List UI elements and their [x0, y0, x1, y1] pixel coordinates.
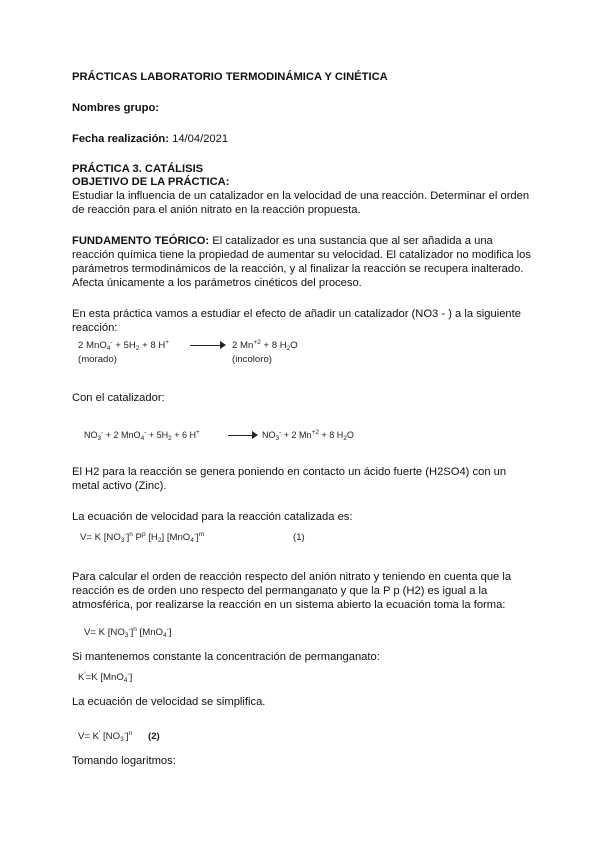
- intro-line-2: reacción:: [72, 322, 118, 334]
- order-line-2: reacción es de orden uno respecto del permanganato y que la P p (H2) es igual a la: [72, 585, 488, 597]
- practice-heading: PRÁCTICA 3. CATÁLISIS: [72, 163, 204, 175]
- order-line-1: Para calcular el orden de reacción respecto del anión nitrato y teniendo en cuenta que la: [72, 571, 512, 583]
- theory-heading: FUNDAMENTO TEÓRICO:: [72, 235, 210, 247]
- theory-text-1: El catalizador es una sustancia que al ser añadida a una: [209, 235, 493, 247]
- rate-equation-4: V= K' $[NO_3^-]^n$: [78, 730, 133, 743]
- reaction-1-products: 2 $Mn^{+2} + 8$ $H_2O$: [232, 339, 298, 352]
- rate-equation-2: V= K $[NO_3^-]^n$ [MnO$_4$-]: [84, 626, 172, 639]
- reaction-1-arrow: [190, 340, 226, 351]
- reaction-1-label-right: (incoloro): [232, 354, 272, 365]
- reaction-arrow-icon: [228, 431, 258, 439]
- constant-line: Si mantenemos constante la concentración de permanganato:: [72, 651, 380, 663]
- equation-1-number: (1): [293, 532, 305, 543]
- rate-equation-3: K'=K [MnO$_4$-]: [78, 671, 133, 684]
- equation-4-number: (2): [148, 731, 160, 742]
- catalyst-intro: Con el catalizador:: [72, 392, 165, 404]
- date-line: [72, 132, 228, 146]
- h2-line-2: metal activo (Zinc).: [72, 480, 167, 492]
- rate-equation-1: V= K $[NO_3^-]^n$ $P^p$ $[H_2]$ $[MnO_4^-]^m$: [80, 531, 205, 544]
- rate-intro: La ecuación de velocidad para la reacción catalizada es:: [72, 511, 353, 523]
- objective-line-1: Estudiar la influencia de un catalizador en la velocidad de una reacción. Determinar el orden: [72, 190, 530, 202]
- simplify-line: La ecuación de velocidad se simplifica.: [72, 696, 266, 708]
- reaction-1-reactants: 2 $MnO_4^- + 5H_2 + 8$ H+: [78, 339, 170, 352]
- objective-heading: OBJETIVO DE LA PRÁCTICA:: [72, 176, 230, 188]
- date-label: Fecha realización:: [72, 133, 169, 145]
- objective-line-2: de reacción para el anión nitrato en la reacción propuesta.: [72, 204, 361, 216]
- theory-line-4: Afecta únicamente a los parámetros cinéticos del proceso.: [72, 277, 362, 289]
- intro-line-1: En esta práctica vamos a estudiar el efecto de añadir un catalizador (NO3 - ) a la siguiente: [72, 308, 521, 320]
- h2-line-1: El H2 para la reacción se genera poniendo en contacto un ácido fuerte (H2SO4) con un: [72, 466, 507, 478]
- theory-line-1: [72, 234, 493, 248]
- group-names-label: Nombres grupo:: [72, 102, 160, 114]
- reaction-2-products: $NO_3^- + 2$ $Mn^{+2} + 8$ $H_2O$: [262, 429, 354, 442]
- reaction-2-arrow: [228, 430, 258, 441]
- reaction-arrow-icon: [190, 341, 226, 349]
- log-line: Tomando logaritmos:: [72, 755, 176, 767]
- theory-line-3: parámetros termodinámicos de la reacción, y al finalizar la reacción se recupera inalterado.: [72, 263, 524, 275]
- theory-line-2: reacción química tiene la propiedad de aumentar su velocidad. El catalizador no modifica los: [72, 249, 531, 261]
- reaction-2-reactants: $NO_3^- + 2$ $MnO_4^- + 5H_2 + 6$ H+: [84, 429, 200, 442]
- reaction-1-label-left: (morado): [78, 354, 117, 365]
- date-value: 14/04/2021: [169, 133, 229, 145]
- document-title: PRÁCTICAS LABORATORIO TERMODINÁMICA Y CINÉTICA: [72, 71, 388, 83]
- order-line-3: atmosférica, por realizarse la reacción en un sistema abierto la ecuación toma la forma:: [72, 599, 506, 611]
